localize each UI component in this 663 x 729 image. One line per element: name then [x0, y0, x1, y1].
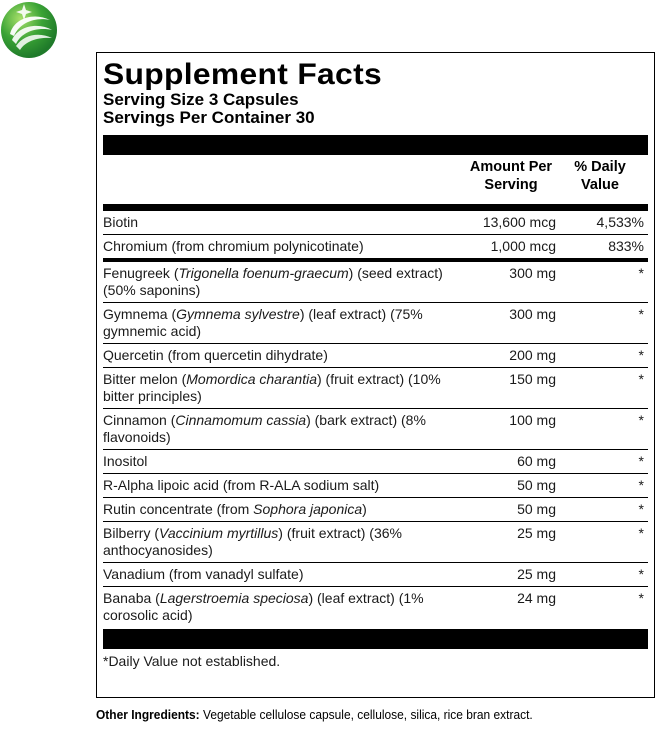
serving-size: Serving Size 3 Capsules	[103, 90, 299, 109]
ingredient-name	[103, 347, 466, 364]
footnote: *Daily Value not established.	[103, 653, 281, 669]
table-row	[103, 408, 648, 449]
medium-divider	[103, 204, 648, 211]
ingredient-daily-value: *	[638, 525, 644, 541]
ingredient-latin-name: Trigonella foenum-graecum	[178, 265, 349, 281]
ingredient-detail: ) (fruit extract) (10% bitter principles)	[103, 371, 441, 404]
ingredient-name-text: Cinnamon (	[103, 412, 176, 428]
ingredient-name	[103, 371, 466, 405]
ingredient-name	[103, 590, 466, 624]
ingredient-daily-value: *	[638, 453, 644, 469]
table-row	[103, 343, 648, 367]
ingredient-name	[103, 306, 466, 340]
daily-value-header: % Daily Value	[574, 159, 626, 193]
table-row	[103, 258, 648, 302]
ingredient-name	[103, 238, 466, 255]
ingredient-rows	[103, 211, 648, 627]
ingredient-detail: ) (leaf extract) (1% corosolic acid)	[103, 590, 424, 623]
ingredient-daily-value: *	[638, 590, 644, 606]
ingredient-amount: 25 mg	[517, 525, 556, 541]
ingredient-daily-value: *	[638, 412, 644, 428]
ingredient-name	[103, 265, 466, 299]
ingredient-amount: 50 mg	[517, 501, 556, 517]
ingredient-name-text: Bilberry (	[103, 525, 160, 541]
ingredient-name-text: Biotin	[103, 214, 139, 230]
ingredient-name-text: Chromium (from chromium polynicotinate)	[103, 238, 364, 254]
ingredient-amount: 300 mg	[509, 306, 556, 322]
column-header-row	[103, 155, 648, 200]
ingredient-amount: 60 mg	[517, 453, 556, 469]
ingredient-amount: 300 mg	[509, 265, 556, 281]
ingredient-amount: 1,000 mcg	[490, 238, 556, 254]
ingredient-detail: ) (fruit extract) (36% anthocyanosides)	[103, 525, 402, 558]
ingredient-amount: 100 mg	[509, 412, 556, 428]
ingredient-name-text: Bitter melon (	[103, 371, 187, 387]
ingredient-daily-value: *	[638, 371, 644, 387]
table-row	[103, 302, 648, 343]
ingredient-name	[103, 412, 466, 446]
ingredient-name-text: Gymnema (	[103, 306, 177, 322]
ingredient-latin-name: Cinnamomum cassia	[175, 412, 307, 428]
ingredient-daily-value: *	[638, 347, 644, 363]
ingredient-name	[103, 525, 466, 559]
ingredient-amount: 150 mg	[509, 371, 556, 387]
green-swirl-logo-icon	[0, 0, 60, 60]
ingredient-detail: ) (leaf extract) (75% gymnemic acid)	[103, 306, 423, 339]
ingredient-detail: ) (bark extract) (8% flavonoids)	[103, 412, 426, 445]
ingredient-detail: ) (seed extract) (50% saponins)	[103, 265, 443, 298]
ingredient-name-text: R-Alpha lipoic acid (from R-ALA sodium salt)	[103, 477, 380, 493]
ingredient-latin-name: Lagerstroemia speciosa	[159, 590, 309, 606]
table-row	[103, 211, 648, 234]
table-row	[103, 497, 648, 521]
servings-per-container: Servings Per Container 30	[103, 108, 315, 127]
ingredient-latin-name: Momordica charantia	[186, 371, 317, 387]
ingredient-name	[103, 477, 466, 494]
ingredient-latin-name: Sophora japonica	[253, 501, 363, 517]
table-row	[103, 449, 648, 473]
amount-per-serving-header: Amount Per Serving	[469, 159, 553, 193]
bottom-divider	[103, 629, 648, 649]
ingredient-name-text: Rutin concentrate (from	[103, 501, 254, 517]
thick-divider	[103, 135, 648, 155]
ingredient-name	[103, 566, 466, 583]
table-row	[103, 473, 648, 497]
ingredient-daily-value: *	[638, 477, 644, 493]
ingredient-daily-value: *	[638, 501, 644, 517]
table-row	[103, 367, 648, 408]
ingredient-latin-name: Gymnema sylvestre	[176, 306, 300, 322]
ingredient-name	[103, 453, 466, 470]
ingredient-amount: 25 mg	[517, 566, 556, 582]
other-ingredients-label: Other Ingredients:	[96, 707, 200, 722]
ingredient-name-text: Vanadium (from vanadyl sulfate)	[103, 566, 304, 582]
ingredient-amount: 200 mg	[509, 347, 556, 363]
table-row	[103, 586, 648, 627]
other-ingredients-text: Vegetable cellulose capsule, cellulose, silica, rice bran extract.	[199, 707, 533, 722]
ingredient-amount: 50 mg	[517, 477, 556, 493]
ingredient-name	[103, 214, 466, 231]
ingredient-daily-value: 4,533%	[596, 214, 644, 230]
ingredient-daily-value: *	[638, 566, 644, 582]
panel-title: Supplement Facts	[103, 58, 382, 91]
ingredient-daily-value: *	[638, 265, 644, 281]
ingredient-name	[103, 501, 466, 518]
ingredient-daily-value: *	[638, 306, 644, 322]
table-row	[103, 234, 648, 258]
other-ingredients	[96, 707, 533, 722]
ingredient-detail: )	[362, 501, 367, 517]
ingredient-daily-value: 833%	[608, 238, 644, 254]
ingredient-amount: 24 mg	[517, 590, 556, 606]
ingredient-latin-name: Vaccinium myrtillus	[159, 525, 279, 541]
supplement-facts-panel	[96, 52, 655, 698]
ingredient-name-text: Fenugreek (	[103, 265, 179, 281]
ingredient-name-text: Inositol	[103, 453, 148, 469]
ingredient-amount: 13,600 mcg	[482, 214, 556, 230]
ingredient-name-text: Banaba (	[103, 590, 160, 606]
table-row	[103, 562, 648, 586]
ingredient-name-text: Quercetin (from quercetin dihydrate)	[103, 347, 328, 363]
table-row	[103, 521, 648, 562]
